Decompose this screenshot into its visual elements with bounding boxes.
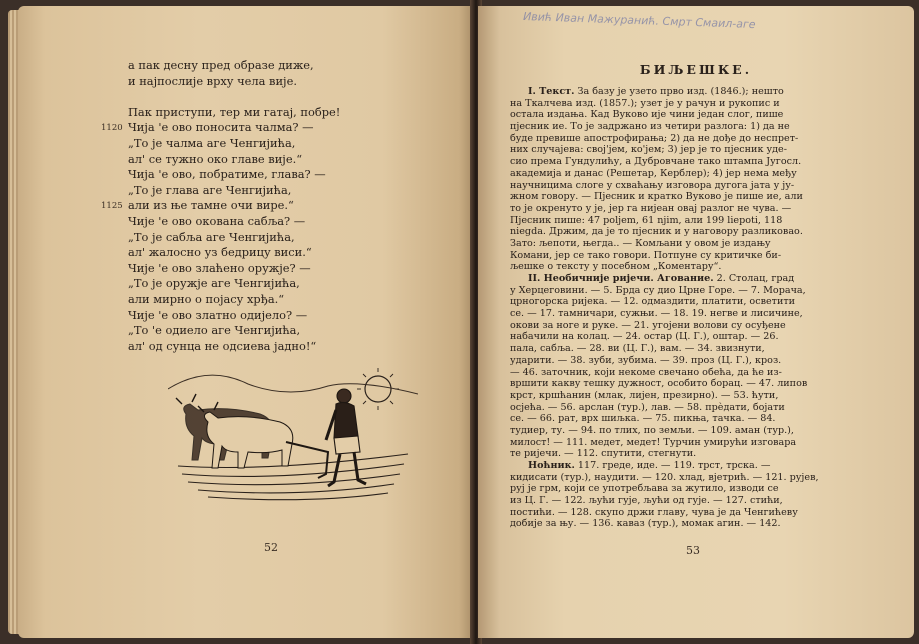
- note-heading: II. Необичније ријечи. Агование.: [528, 273, 714, 284]
- verse-line: [128, 276, 458, 292]
- note-line: [510, 156, 902, 168]
- note-text: постићи. — 128. скупо држи главу, чува је да Ченгићеву: [510, 506, 798, 518]
- note-text: пала, сабља. — 28. ви (Ц. Г.), вам. — 34. звизнути,: [510, 343, 765, 355]
- verse-line: [128, 339, 458, 355]
- note-text: 117. греде, иде. — 119. трст, трска. —: [574, 460, 771, 471]
- note-line: [510, 308, 902, 320]
- note-text: црногорска ријека. — 12. одмаздити, платити, осветити: [510, 296, 796, 308]
- verse-text: „То 'е одиело аге Ченгијића,: [128, 323, 301, 338]
- note-text: них случајева: свој'јем, ко'јем; 3) јер је то пјесник уде-: [510, 144, 787, 156]
- note-line: [510, 355, 902, 367]
- verse-text: „То је оружје аге Ченгијића,: [128, 276, 300, 291]
- note-text: Комани, јер се тако говори. Потпуне су критичке би-: [510, 249, 782, 261]
- verse-text: Чија 'е ово, побратиме, глава? —: [128, 167, 326, 182]
- note-line: [510, 448, 902, 460]
- note-text: академија и данас (Решетар, Керблер); 4) јер нема међу: [510, 167, 797, 179]
- verse-text: и најпослије врху чела вије.: [128, 73, 297, 88]
- verse-text: ал' жалосно уз бедрицу виси.“: [128, 245, 312, 260]
- note-line: [510, 98, 902, 110]
- note-text: се. — 66. рат, врх шиљка. — 75. пикња, тачка. — 84.: [510, 413, 776, 425]
- note-line: [510, 331, 902, 343]
- note-text: крст, кршћанин (млак, лијен, презирно). — 53. ћути,: [510, 389, 779, 401]
- verse-line: [101, 120, 458, 136]
- note-text: 2. Столац, град: [713, 273, 795, 284]
- note-text: из Ц. Г. — 122. љући гује, љући од гује. — 127. стићи,: [510, 495, 783, 507]
- note-text: на Ткалчева изд. (1857.); узет је у рачун и рукопис и: [510, 97, 780, 109]
- oxen-drawing: [176, 394, 293, 468]
- verse-line: [128, 245, 458, 261]
- note-text: кидисати (тур.), наудити. — 120. хлад, вјетрић. — 121. рујев,: [510, 471, 819, 483]
- verse-line: [128, 105, 458, 121]
- verse-block: [101, 58, 458, 354]
- verse-line: [128, 292, 458, 308]
- note-text: љешке о тексту у посебном „Коментару“.: [510, 261, 722, 273]
- right-page: [478, 6, 914, 638]
- ploughman-illustration: [168, 354, 418, 504]
- notes-body: [510, 86, 902, 530]
- verse-line: [128, 261, 458, 277]
- verse-text: „То је сабља аге Ченгијића,: [128, 229, 295, 244]
- verse-text: Пак приступи, тер ми гатај, побре!: [128, 104, 341, 119]
- verse-line: [128, 230, 458, 246]
- verse-line: [128, 152, 458, 168]
- note-heading: I. Текст.: [528, 86, 575, 97]
- verse-number: 1120: [101, 123, 123, 134]
- note-line: [510, 168, 902, 180]
- note-line: [510, 367, 902, 379]
- handwritten-annotation: Ивић Иван Мажуранић. Смрт Смаил-аге: [522, 9, 756, 32]
- verse-text: Чија 'е ово поносита чалма? —: [128, 120, 314, 135]
- note-line: [510, 296, 902, 308]
- page-number-left: 52: [264, 541, 278, 554]
- note-heading: Ноћник.: [528, 460, 575, 471]
- note-text: тудиер, ту. — 94. по тлих, по земљи. — 109. аман (тур.),: [510, 424, 794, 436]
- note-text: набачили на колац. — 24. остар (Ц. Г.), оштар. — 26.: [510, 331, 779, 343]
- note-text: у Херцеговини. — 5. Брда су дио Црне Горе. — 7. Морача,: [510, 284, 806, 296]
- plough-drawing: [286, 442, 328, 478]
- note-line: [510, 144, 902, 156]
- hills-drawing: [168, 375, 418, 394]
- note-line: [510, 343, 902, 355]
- note-line: [510, 413, 902, 425]
- verse-text: али из ње тамне очи вире.“: [128, 198, 294, 213]
- notes-title: БИЉЕШКЕ.: [639, 62, 753, 77]
- note-line: [510, 109, 902, 121]
- left-page: [18, 6, 473, 638]
- note-line: [510, 390, 902, 402]
- note-text: то је окренуто у је, јер га нијеан овај разлог не чува. —: [510, 202, 792, 214]
- note-text: ударити. — 38. зуби, зубима. — 39. проз (Ц. Г.), кроз.: [510, 354, 782, 366]
- note-line: [510, 86, 902, 98]
- note-line: [510, 121, 902, 133]
- note-line: [510, 518, 902, 530]
- page-number-right: 53: [686, 544, 700, 557]
- note-line: [510, 378, 902, 390]
- note-text: се. — 17. тамничари, сужњи. — 18. 19. негве и лисичине,: [510, 308, 803, 320]
- verse-line: [128, 89, 458, 105]
- verse-text: а пак десну пред образе диже,: [128, 58, 314, 72]
- verse-text: али мирно о појасу хрђа.“: [128, 291, 285, 306]
- note-text: жном говору. — Пјесник и кратко Вуково је пише ие, али: [510, 191, 803, 203]
- verse-text: Чије 'е ово окована сабља? —: [128, 213, 306, 228]
- sun-drawing: [357, 368, 399, 410]
- note-line: [510, 203, 902, 215]
- note-line: [510, 472, 902, 484]
- verse-text: Чије 'е ово златно одијело? —: [128, 307, 308, 322]
- verse-line: [128, 74, 458, 90]
- note-text: niegda. Држим, да је то пјесник и у наговору разликовао.: [510, 226, 803, 238]
- note-text: те ријечи. — 112. спутити, стегнути.: [510, 448, 697, 460]
- note-line: [510, 402, 902, 414]
- verse-text: ал' од сунца не одсиева јадно!“: [128, 338, 317, 353]
- note-text: руј је грм, који се употребљава за жутило, изводи се: [510, 483, 779, 495]
- verse-text: ал' се тужно око главе вије.“: [128, 151, 303, 166]
- note-line: [510, 460, 902, 472]
- verse-line: [128, 167, 458, 183]
- verse-line: [128, 323, 458, 339]
- note-line: [510, 180, 902, 192]
- note-line: [510, 226, 902, 238]
- verse-number: 1125: [101, 201, 123, 212]
- note-line: [510, 437, 902, 449]
- note-line: [510, 261, 902, 273]
- note-line: [510, 273, 902, 285]
- note-line: [510, 483, 902, 495]
- note-line: [510, 238, 902, 250]
- note-text: остала издања. Кад Вуково ије чини један слог, пише: [510, 109, 784, 121]
- note-text: научницима слоге у схваћању изговора дугога јата у ју-: [510, 179, 795, 191]
- note-line: [510, 285, 902, 297]
- note-text: Зато: љепоти, његда.. — Комљани у овом је издању: [510, 237, 771, 249]
- note-line: [510, 133, 902, 145]
- note-line: [510, 507, 902, 519]
- verse-line: [128, 136, 458, 152]
- note-text: осјећа. — 56. арслан (тур.), лав. — 58. прѐдати, бојати: [510, 401, 785, 413]
- verse-text: „То је глава аге Ченгијића,: [128, 182, 292, 197]
- note-text: сио према Гундулићу, а Дубровчане тако штампа Југосл.: [510, 156, 802, 168]
- note-text: добије за њу. — 136. каваз (тур.), момак агин. — 142.: [510, 518, 781, 530]
- note-line: [510, 320, 902, 332]
- verse-line: [128, 58, 458, 74]
- note-line: [510, 215, 902, 227]
- verse-line: [128, 183, 458, 199]
- verse-text: „То је чалма аге Ченгијића,: [128, 135, 296, 150]
- note-line: [510, 250, 902, 262]
- note-text: окови за ноге и руке. — 21. угојени волови су осуђене: [510, 319, 786, 331]
- verse-line: [101, 198, 458, 214]
- note-text: милост! — 111. медет, медет! Турчин умирући изговара: [510, 436, 797, 448]
- note-line: [510, 495, 902, 507]
- note-text: буде превише апострофирања; 2) да не дође до неспрет-: [510, 132, 799, 144]
- note-line: [510, 425, 902, 437]
- note-text: пјесник ие. То је задржано из четири разлога: 1) да не: [510, 121, 790, 133]
- verse-line: [128, 308, 458, 324]
- verse-line: [128, 214, 458, 230]
- note-text: вршити какву тешку дужност, особито борац. — 47. липов: [510, 378, 808, 390]
- note-text: — 46. заточник, који некоме свечано обећа, да ће из-: [510, 366, 782, 378]
- note-text: За базу је узето прво изд. (1846.); нешто: [574, 86, 784, 97]
- note-text: Пјесник пише: 47 poljem, 61 njim, али 199 liepoti, 118: [510, 214, 783, 226]
- note-line: [510, 191, 902, 203]
- verse-text: Чије 'е ово злаћено оружје? —: [128, 260, 311, 275]
